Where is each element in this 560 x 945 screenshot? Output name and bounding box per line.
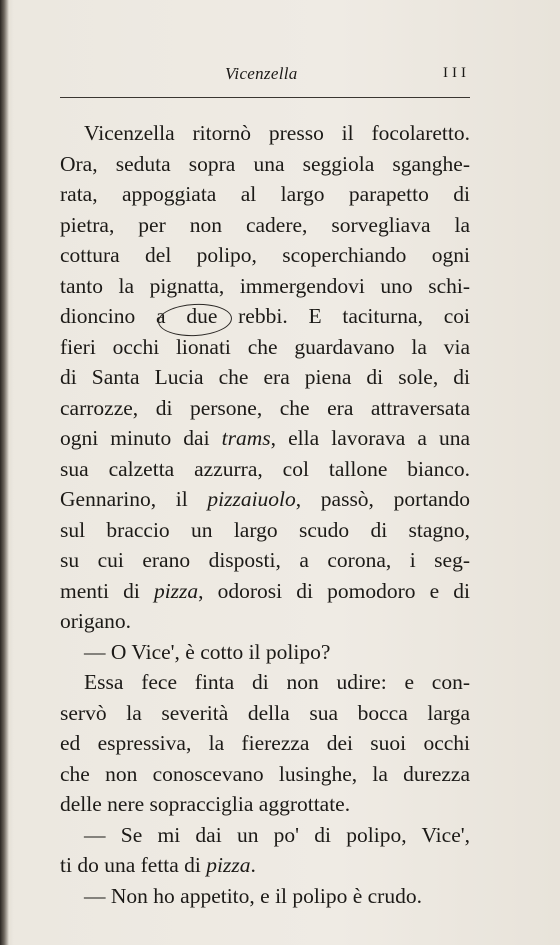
text-line: che non conoscevano lusinghe, la durezza — [60, 761, 470, 786]
text-line: — Se mi dai un po' di polipo, Vice', — [84, 822, 470, 847]
header-rule — [60, 97, 470, 98]
text-line: pietra, per non cadere, sorvegliava la — [60, 212, 470, 237]
text-line: menti di pizza, odorosi di pomodoro e di — [60, 578, 471, 603]
page-binding-edge — [0, 0, 9, 945]
text-line: Gennarino, il pizzaiuolo, passò, portando — [60, 487, 470, 511]
text-line: ti do una fetta di pizza. — [60, 853, 256, 877]
text-line: di Santa Lucia che era piena di sole, di — [60, 365, 470, 389]
text-line: sua calzetta azzurra, col tallone bianco. — [60, 456, 470, 481]
text-line: Essa fece finta di non udire: e con- — [84, 670, 470, 694]
text-line: delle nere sopracciglia aggrottate. — [60, 792, 351, 816]
text-line: tanto la pignatta, immergendovi uno schi- — [60, 273, 470, 298]
text-line: fieri occhi lionati che guardavano la via — [60, 334, 470, 359]
text-line: Ora, seduta sopra una seggiola sganghe- — [60, 151, 470, 176]
text-line: ogni minuto dai trams, ella lavorava a una — [60, 426, 470, 450]
text-line: servò la severità della sua bocca larga — [60, 700, 470, 725]
text-line: rata, appoggiata al largo parapetto di — [60, 182, 470, 206]
text-line: — Non ho appetito, e il polipo è crudo. — [84, 883, 422, 908]
text-line: carrozze, di persone, che era attraversata — [60, 395, 470, 420]
text-line: Vicenzella ritornò presso il focolaretto. — [84, 121, 470, 145]
text-line: cottura del polipo, scoperchiando ogni — [60, 243, 470, 267]
page-number: III — [443, 65, 470, 81]
running-title: Vicenzella — [225, 64, 298, 83]
text-line: su cui erano disposti, a corona, i seg- — [60, 548, 470, 572]
text-line: origano. — [60, 609, 132, 633]
page-header — [60, 58, 470, 88]
text-line: dioncino a due rebbi. E taciturna, coi — [60, 304, 470, 328]
text-line: — O Vice', è cotto il polipo? — [84, 639, 331, 664]
text-line: ed espressiva, la fierezza dei suoi occhi — [60, 731, 470, 755]
text-line: sul braccio un largo scudo di stagno, — [60, 517, 470, 542]
body-text — [60, 118, 470, 911]
